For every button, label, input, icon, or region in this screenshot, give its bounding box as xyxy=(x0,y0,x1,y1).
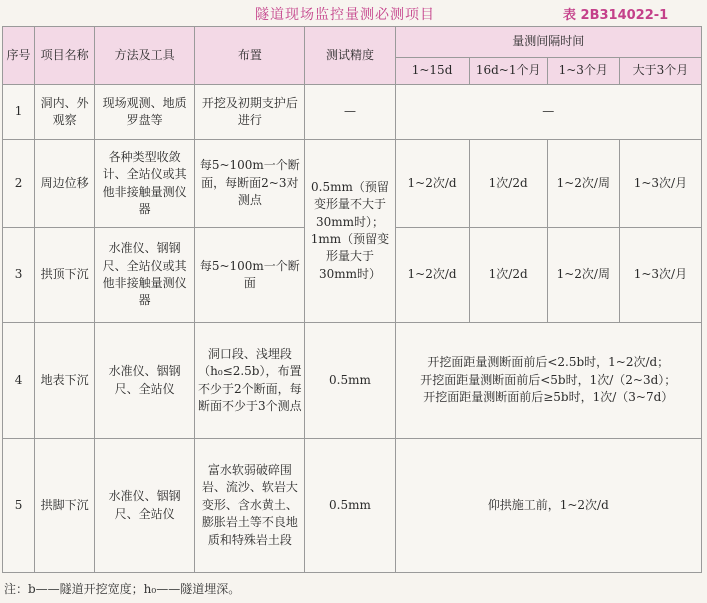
row5-seq: 5 xyxy=(3,439,35,573)
row2-interval-2: 1次/2d xyxy=(469,140,547,228)
row5-item: 拱脚下沉 xyxy=(35,439,95,573)
row5-interval: 仰拱施工前，1~2次/d xyxy=(395,439,701,573)
row2-interval-1: 1~2次/d xyxy=(395,140,469,228)
row4-method: 水准仪、铟钢尺、全站仪 xyxy=(95,323,195,439)
row1-precision: — xyxy=(305,85,395,140)
row5-layout: 富水软弱破碎围岩、流沙、软岩大变形、含水黄土、膨胀岩土等不良地质和特殊岩土段 xyxy=(195,439,305,573)
header-item: 项目名称 xyxy=(35,27,95,85)
row3-interval-1: 1~2次/d xyxy=(395,228,469,323)
table-footnote: 注：b——隧道开挖宽度；h₀——隧道埋深。 xyxy=(4,582,241,596)
row3-method: 水准仪、钢钢尺、全站仪或其他非接触量测仪器 xyxy=(95,228,195,323)
row2-layout: 每5~100m一个断面，每断面2~3对测点 xyxy=(195,140,305,228)
table-row xyxy=(3,439,702,573)
row1-item: 洞内、外观察 xyxy=(35,85,95,140)
header-interval-1: 1~15d xyxy=(395,58,469,85)
row1-interval: — xyxy=(395,85,701,140)
row2-interval-4: 1~3次/月 xyxy=(619,140,701,228)
row3-layout: 每5~100m一个断面 xyxy=(195,228,305,323)
row3-interval-4: 1~3次/月 xyxy=(619,228,701,323)
header-interval-3: 1~3个月 xyxy=(547,58,619,85)
row5-method: 水准仪、铟钢尺、全站仪 xyxy=(95,439,195,573)
row3-item: 拱顶下沉 xyxy=(35,228,95,323)
row4-interval-line-3: 开挖面距量测断面前后≥5b时，1次/（3~7d） xyxy=(423,390,674,405)
row4-interval-line-2: 开挖面距量测断面前后<5b时，1次/（2~3d）； xyxy=(420,372,677,387)
title-row xyxy=(0,0,707,24)
row4-seq: 4 xyxy=(3,323,35,439)
row4-layout: 洞口段、浅埋段（h₀≤2.5b），布置不少于2个断面，每断面不少于3个测点 xyxy=(195,323,305,439)
table-row xyxy=(3,85,702,140)
row1-layout: 开挖及初期支护后进行 xyxy=(195,85,305,140)
row1-seq: 1 xyxy=(3,85,35,140)
header-precision: 测试精度 xyxy=(305,27,395,85)
row4-precision: 0.5mm xyxy=(305,323,395,439)
header-method: 方法及工具 xyxy=(95,27,195,85)
header-layout: 布置 xyxy=(195,27,305,85)
row2-seq: 2 xyxy=(3,140,35,228)
row3-interval-2: 1次/2d xyxy=(469,228,547,323)
row3-interval-3: 1~2次/周 xyxy=(547,228,619,323)
row2-item: 周边位移 xyxy=(35,140,95,228)
table-row xyxy=(3,140,702,228)
row4-interval xyxy=(395,323,701,439)
header-interval-2: 16d~1个月 xyxy=(469,58,547,85)
row2-precision: 0.5mm（预留变形量不大于30mm时）；1mm（预留变形量大于30mm时） xyxy=(305,140,395,323)
row3-seq: 3 xyxy=(3,228,35,323)
header-interval: 量测间隔时间 xyxy=(395,27,701,58)
monitoring-table xyxy=(2,26,702,573)
header-interval-4: 大于3个月 xyxy=(619,58,701,85)
row5-precision: 0.5mm xyxy=(305,439,395,573)
row2-method: 各种类型收敛计、全站仪或其他非接触量测仪器 xyxy=(95,140,195,228)
table-code: 表 2B314022-1 xyxy=(563,8,669,23)
row2-interval-3: 1~2次/周 xyxy=(547,140,619,228)
table-row xyxy=(3,323,702,439)
table-title: 隧道现场监控量测必测项目 xyxy=(255,7,435,23)
row1-method: 现场观测、地质罗盘等 xyxy=(95,85,195,140)
row4-interval-line-1: 开挖面距量测断面前后<2.5b时，1~2次/d； xyxy=(427,355,670,370)
row4-item: 地表下沉 xyxy=(35,323,95,439)
header-seq: 序号 xyxy=(3,27,35,85)
